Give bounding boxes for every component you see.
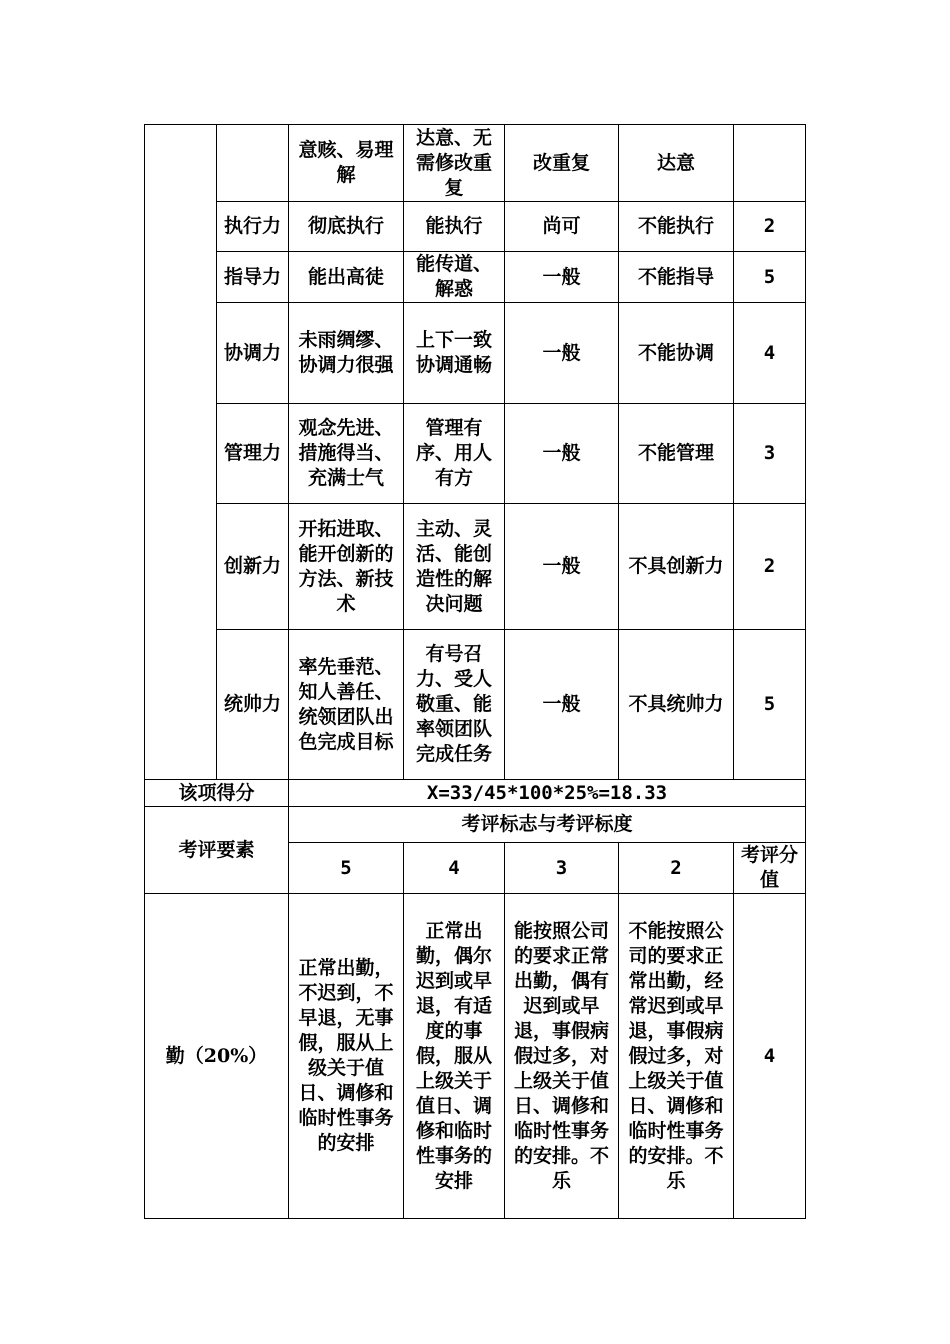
level-header-2: 2: [619, 843, 734, 894]
level5-cell: 率先垂范、知人善任、统领团队出色完成目标: [289, 630, 404, 780]
table-row: [145, 252, 806, 303]
level5-cell: 开拓进取、能开创新的方法、新技术: [289, 504, 404, 630]
competency-label: 管理力: [217, 404, 289, 504]
level4-cell: 能执行: [404, 202, 505, 252]
level2-cell: 不具创新力: [619, 504, 734, 630]
category-cell: [145, 125, 217, 780]
diligence-row: [145, 894, 806, 1219]
level4-cell: 有号召力、受人敬重、能率领团队完成任务: [404, 630, 505, 780]
competency-label: [217, 125, 289, 202]
table-row: [145, 404, 806, 504]
level3-cell: 一般: [505, 404, 619, 504]
diligence-label: 勤（20%）: [145, 894, 289, 1219]
score-header: 考评分值: [734, 843, 806, 894]
level4-cell: 达意、无需修改重复: [404, 125, 505, 202]
table-row: [145, 125, 806, 202]
level2-cell: 不能指导: [619, 252, 734, 303]
level5-cell: 正常出勤，不迟到，不早退，无事假，服从上级关于值日、调修和临时性事务的安排: [289, 894, 404, 1219]
competency-label: 指导力: [217, 252, 289, 303]
table-row: [145, 202, 806, 252]
competency-label: 创新力: [217, 504, 289, 630]
level2-cell: 不能执行: [619, 202, 734, 252]
competency-label: 协调力: [217, 303, 289, 404]
group-header: 考评标志与考评标度: [289, 807, 806, 843]
score-cell: 2: [734, 504, 806, 630]
level4-cell: 能传道、解惑: [404, 252, 505, 303]
level3-cell: 改重复: [505, 125, 619, 202]
level3-cell: 尚可: [505, 202, 619, 252]
score-cell: 5: [734, 630, 806, 780]
score-cell: 2: [734, 202, 806, 252]
item-score-label: 该项得分: [145, 780, 289, 807]
level5-cell: 未雨绸缪、协调力很强: [289, 303, 404, 404]
element-header: 考评要素: [145, 807, 289, 894]
level3-cell: 能按照公司的要求正常出勤，偶有迟到或早退，事假病假过多，对上级关于值日、调修和临时性事务的安排。不乐: [505, 894, 619, 1219]
level2-cell: 不具统帅力: [619, 630, 734, 780]
score-cell: 5: [734, 252, 806, 303]
table-row: [145, 504, 806, 630]
level2-cell: 不能协调: [619, 303, 734, 404]
level4-cell: 管理有序、用人有方: [404, 404, 505, 504]
item-score-formula: X=33/45*100*25%=18.33: [289, 780, 806, 807]
score-cell: [734, 125, 806, 202]
level2-cell: 达意: [619, 125, 734, 202]
score-cell: 4: [734, 894, 806, 1219]
level3-cell: 一般: [505, 630, 619, 780]
level5-cell: 意赅、易理解: [289, 125, 404, 202]
evaluation-table: [144, 124, 806, 1219]
table-row: [145, 303, 806, 404]
level5-cell: 观念先进、措施得当、充满士气: [289, 404, 404, 504]
level2-cell: 不能按照公司的要求正常出勤，经常迟到或早退，事假病假过多，对上级关于值日、调修和临时性事务的安排。不乐: [619, 894, 734, 1219]
level4-cell: 正常出勤，偶尔迟到或早退，有适度的事假，服从上级关于值日、调修和临时性事务的安排: [404, 894, 505, 1219]
level3-cell: 一般: [505, 504, 619, 630]
level4-cell: 上下一致 协调通畅: [404, 303, 505, 404]
level3-cell: 一般: [505, 303, 619, 404]
item-score-row: [145, 780, 806, 807]
table-row: [145, 630, 806, 780]
level5-cell: 能出高徒: [289, 252, 404, 303]
level3-cell: 一般: [505, 252, 619, 303]
score-cell: 4: [734, 303, 806, 404]
level5-cell: 彻底执行: [289, 202, 404, 252]
section-header-row: [145, 807, 806, 843]
level-header-5: 5: [289, 843, 404, 894]
level-header-3: 3: [505, 843, 619, 894]
competency-label: 统帅力: [217, 630, 289, 780]
competency-label: 执行力: [217, 202, 289, 252]
level2-cell: 不能管理: [619, 404, 734, 504]
level-header-4: 4: [404, 843, 505, 894]
score-cell: 3: [734, 404, 806, 504]
level4-cell: 主动、灵活、能创造性的解决问题: [404, 504, 505, 630]
